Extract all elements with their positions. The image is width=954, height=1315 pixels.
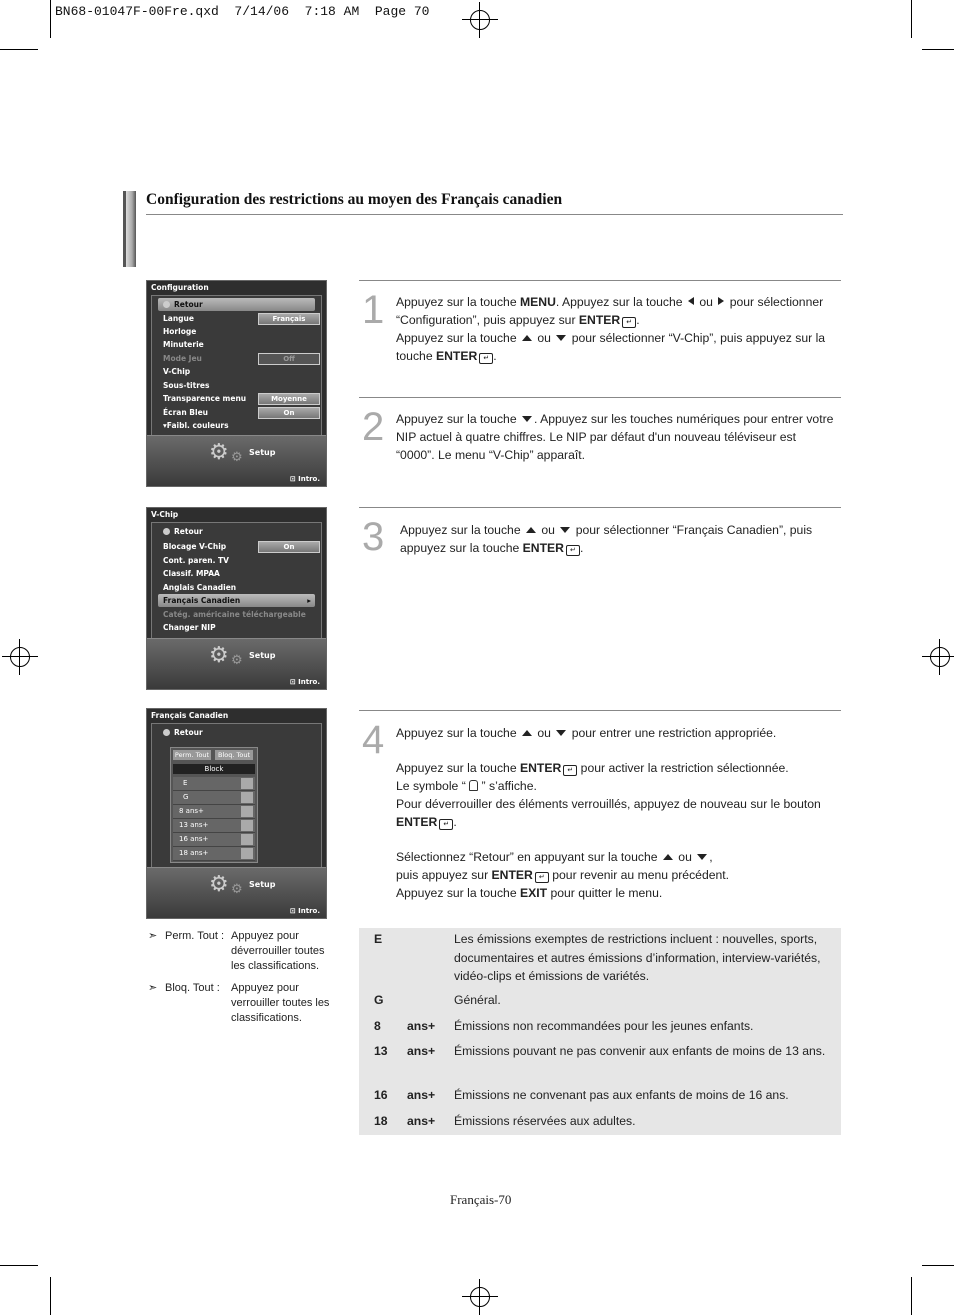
menu-item-anglais-canadien[interactable]: Anglais Canadien bbox=[163, 583, 237, 592]
down-arrow-icon bbox=[697, 854, 707, 860]
down-arrow-icon bbox=[522, 416, 532, 422]
setup-label: Setup bbox=[249, 880, 276, 889]
crop-mark bbox=[911, 0, 912, 38]
step-divider bbox=[359, 397, 841, 398]
intro-label: ⊡ Intro. bbox=[289, 475, 320, 483]
menu-item-retour[interactable]: Retour bbox=[158, 525, 315, 538]
crop-mark bbox=[922, 49, 954, 50]
lock-icon bbox=[241, 848, 253, 859]
block-header: Block bbox=[173, 764, 255, 774]
rating-label: G bbox=[183, 793, 189, 801]
menu-item-francais-canadien[interactable]: Français Canadien ▸ bbox=[158, 594, 315, 607]
note-perm-tout: ➣ Perm. Tout : Appuyez pour déverrouiller toutes les classifications. bbox=[148, 930, 325, 972]
enter-icon: ↵ bbox=[479, 353, 493, 364]
step-2-text: Appuyez sur la touche . Appuyez sur les touches numériques pour entrer votre NIP actuel à quatre chiffres. Le NIP par défaut d'un nouveau téléviseur est “0000”. Le menu “V-Chip” apparaît. bbox=[396, 412, 834, 462]
gear-icon: ⚙ bbox=[209, 643, 229, 668]
menu-item-categ-americaine[interactable]: Catég. américaine téléchargeable bbox=[163, 610, 306, 619]
screen-header: Configuration bbox=[151, 283, 209, 292]
rating-row[interactable] bbox=[173, 847, 255, 861]
lock-icon bbox=[241, 834, 253, 845]
menu-value: On bbox=[258, 407, 320, 419]
screen-francais-canadien bbox=[146, 708, 327, 919]
registration-mark bbox=[2, 639, 38, 675]
step-number: 1 bbox=[362, 288, 385, 332]
title-accent-bar bbox=[123, 191, 136, 267]
down-arrow-icon bbox=[556, 730, 566, 736]
setup-label: Setup bbox=[249, 651, 276, 660]
down-arrow-icon bbox=[560, 527, 570, 533]
gear-icon: ⚙ bbox=[231, 882, 243, 897]
note-bloq-tout: ➣ Bloq. Tout : Appuyez pour verrouiller toutes les classifications. bbox=[148, 982, 330, 1024]
lock-icon bbox=[241, 820, 253, 831]
screen-header: Français Canadien bbox=[151, 711, 229, 720]
enter-icon: ↵ bbox=[563, 765, 577, 776]
up-arrow-icon bbox=[526, 527, 536, 533]
menu-value: Moyenne bbox=[258, 393, 320, 405]
registration-mark bbox=[462, 2, 498, 38]
rating-label: E bbox=[183, 779, 188, 787]
menu-item-changer-nip[interactable]: Changer NIP bbox=[163, 623, 216, 632]
menu-item-sous-titres[interactable]: Sous-titres bbox=[163, 381, 210, 390]
title-divider bbox=[146, 214, 843, 215]
gear-icon: ⚙ bbox=[209, 872, 229, 897]
step-1-text: Appuyez sur la touche MENU. Appuyez sur la touche ou pour sélectionner “Configuration”, puis appuyez sur ENTER ↵ . Appuyez sur la touche ou pour sélectionner “V-Chip”, puis appuyez sur la touche ENTER ↵ . bbox=[396, 295, 826, 363]
setup-label: Setup bbox=[249, 448, 276, 457]
rating-row[interactable] bbox=[173, 791, 255, 805]
lock-icon bbox=[241, 792, 253, 803]
crop-mark bbox=[0, 49, 38, 50]
up-arrow-icon bbox=[522, 730, 532, 736]
crop-mark bbox=[50, 1277, 51, 1315]
file-slug: BN68-01047F-00Fre.qxd 7/14/06 7:18 AM Page 70 bbox=[55, 4, 430, 19]
up-arrow-icon bbox=[522, 335, 532, 341]
rating-label: 8 ans+ bbox=[179, 807, 204, 815]
menu-item-blocage[interactable]: Blocage V-Chip On bbox=[158, 540, 315, 553]
menu-item-cont-paren[interactable]: Cont. paren. TV bbox=[163, 556, 229, 565]
registration-mark bbox=[462, 1279, 498, 1315]
menu-item-mode-jeu[interactable]: Mode Jeu Off bbox=[158, 352, 315, 365]
menu-panel bbox=[151, 522, 322, 639]
down-arrow-icon bbox=[556, 335, 566, 341]
perm-tout-button[interactable]: Perm. Tout bbox=[174, 751, 210, 759]
menu-item-v-chip[interactable]: V-Chip bbox=[163, 367, 191, 376]
lock-icon bbox=[241, 778, 253, 789]
step-number: 4 bbox=[362, 718, 385, 762]
step-number: 2 bbox=[362, 405, 385, 449]
screen-footer bbox=[147, 638, 326, 689]
menu-item-ecran-bleu[interactable]: Écran Bleu On bbox=[158, 406, 315, 419]
rating-row[interactable] bbox=[173, 819, 255, 833]
menu-item-faibl-couleurs[interactable]: ▾Faibl. couleurs bbox=[163, 421, 229, 430]
arrow-right-icon: ▸ bbox=[307, 596, 311, 605]
screen-v-chip bbox=[146, 507, 327, 690]
rating-row[interactable] bbox=[173, 833, 255, 847]
crop-mark bbox=[922, 1265, 954, 1266]
step-3-text: Appuyez sur la touche ou pour sélectionner “Français Canadien”, puis appuyez sur la touche ENTER ↵ . bbox=[400, 523, 813, 555]
screen-configuration bbox=[146, 280, 327, 487]
rating-row[interactable] bbox=[173, 777, 255, 791]
step-divider bbox=[359, 710, 841, 711]
enter-icon: ↵ bbox=[439, 819, 453, 830]
registration-mark bbox=[922, 639, 954, 675]
step-4-text: Appuyez sur la touche ou pour entrer une restriction appropriée. Appuyez sur la touche ENTER ↵ pour activer la restriction sélectionnée. Le symbole “ ” s’affiche. Pour déverrouiller des éléments verrouillés, appuyez de nouveau sur le bouton ENTER ↵ . Sélectionnez “Retour” en appuyant sur la touche ou , puis appuyez sur ENTER ↵ pour revenir au menu précédent. Appuyez sur la touche EXIT pour quitter le menu. bbox=[396, 726, 821, 900]
return-icon bbox=[163, 301, 170, 308]
rating-label: 13 ans+ bbox=[179, 821, 209, 829]
up-arrow-icon bbox=[663, 854, 673, 860]
menu-item-transparence[interactable]: Transparence menu Moyenne bbox=[158, 392, 315, 405]
crop-mark bbox=[0, 1265, 38, 1266]
left-arrow-icon bbox=[688, 297, 694, 305]
rating-label: 16 ans+ bbox=[179, 835, 209, 843]
menu-item-minuterie[interactable]: Minuterie bbox=[163, 340, 204, 349]
lock-icon bbox=[469, 780, 478, 791]
page-number: Français-70 bbox=[450, 1192, 512, 1207]
step-divider bbox=[359, 507, 841, 508]
menu-item-retour[interactable]: Retour bbox=[158, 298, 315, 311]
page-title: Configuration des restrictions au moyen des Français canadien bbox=[146, 191, 563, 208]
ratings-table: E Les émissions exemptes de restrictions incluent : nouvelles, sports, documentaires et autres émissions d’information, interview-variétés, vidéo-clips et émissions de variétés. G Général. 8 ans+ Émissions non recommandées pour les jeunes enfants. 13 ans+ Émissions pouvant ne pas convenir aux enfants de moins de 13 ans. 16 ans+ Émissions ne convenant pas aux enfants de moins de 16 ans. 18 ans+ Émissions réservées aux adultes. bbox=[359, 928, 841, 1135]
bloq-tout-button[interactable]: Bloq. Tout bbox=[215, 750, 253, 760]
intro-label: ⊡ Intro. bbox=[289, 678, 320, 686]
menu-item-retour[interactable]: Retour bbox=[158, 726, 315, 739]
menu-item-horloge[interactable]: Horloge bbox=[163, 327, 197, 336]
crop-mark bbox=[911, 1277, 912, 1315]
menu-value: On bbox=[258, 541, 320, 553]
gear-icon: ⚙ bbox=[209, 440, 229, 465]
menu-panel bbox=[151, 295, 322, 437]
intro-label: ⊡ Intro. bbox=[289, 907, 320, 915]
step-divider bbox=[359, 280, 841, 281]
menu-value: Français bbox=[258, 313, 320, 325]
right-arrow-icon bbox=[718, 297, 724, 305]
return-icon bbox=[163, 528, 170, 535]
gear-icon: ⚙ bbox=[231, 450, 243, 465]
enter-icon: ↵ bbox=[566, 545, 580, 556]
gear-icon: ⚙ bbox=[231, 653, 243, 668]
lock-icon bbox=[241, 806, 253, 817]
arrow-note-icon: ➣ bbox=[148, 982, 158, 994]
step-number: 3 bbox=[362, 515, 385, 559]
rating-label: 18 ans+ bbox=[179, 849, 209, 857]
screen-header: V-Chip bbox=[151, 510, 179, 519]
screen-footer bbox=[147, 867, 326, 918]
menu-panel bbox=[151, 723, 322, 869]
rating-row[interactable] bbox=[173, 805, 255, 819]
menu-item-classif-mpaa[interactable]: Classif. MPAA bbox=[163, 569, 220, 578]
arrow-note-icon: ➣ bbox=[148, 930, 158, 942]
rating-grid bbox=[170, 747, 258, 863]
return-icon bbox=[163, 729, 170, 736]
enter-icon: ↵ bbox=[622, 317, 636, 328]
menu-item-langue[interactable]: Langue Français bbox=[158, 312, 315, 325]
enter-icon: ↵ bbox=[535, 872, 549, 883]
menu-value: Off bbox=[258, 353, 320, 365]
screen-footer bbox=[147, 435, 326, 486]
crop-mark bbox=[50, 0, 51, 38]
